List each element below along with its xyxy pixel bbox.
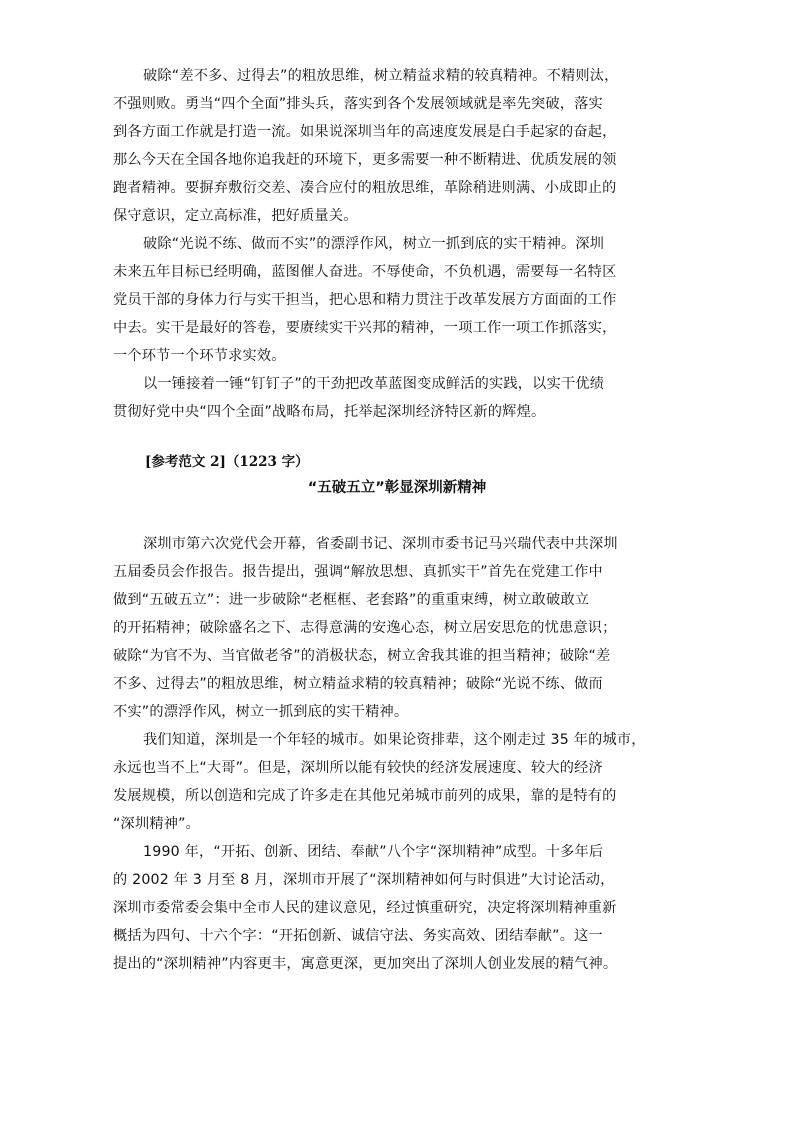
paragraph-line: 未来五年目标已经明确，蓝图催人奋进。不辱使命，不负机遇，需要每一名特区 xyxy=(113,264,617,280)
paragraph-line: 1990 年，“开拓、创新、团结、奉献”八个字“深圳精神”成型。十多年后 xyxy=(143,844,604,860)
paragraph-line: 破除“为官不为、当官做老爷”的消极状态，树立舍我其谁的担当精神；破除“差 xyxy=(113,648,611,664)
paragraph-line: 深圳市第六次党代会开幕，省委副书记、深圳市委书记马兴瑞代表中共深圳 xyxy=(143,536,618,552)
paragraph-line: 不多、过得去”的粗放思维，树立精益求精的较真精神；破除“光说不练、做而 xyxy=(113,676,603,692)
paragraph-line: 做到“五破五立”：进一步破除“老框框、老套路”的重重束缚，树立敢破敢立 xyxy=(113,592,590,608)
paragraph-line: “深圳精神”。 xyxy=(113,816,201,832)
paragraph-line: 破除“光说不练、做而不实”的漂浮作风，树立一抓到底的实干精神。深圳 xyxy=(143,236,605,252)
paragraph-line: 一个环节一个环节求实效。 xyxy=(113,348,286,364)
paragraph-line: 五届委员会作报告。报告提出，强调“解放思想、真抓实干”首先在党建工作中 xyxy=(113,564,603,580)
paragraph-line: 中去。实干是最好的答卷，要赓续实干兴邦的精神，一项工作一项工作抓落实， xyxy=(113,320,617,336)
paragraph-line: 不实”的漂浮作风，树立一抓到底的实干精神。 xyxy=(113,704,409,720)
paragraph-line: 保守意识，定立高标准，把好质量关。 xyxy=(113,208,358,224)
paragraph-line: 我们知道，深圳是一个年轻的城市。如果论资排辈，这个刚走过 35 年的城市， xyxy=(143,732,646,748)
paragraph-line: 跑者精神。要摒弃敷衍交差、凑合应付的粗放思维，革除稍进则满、小成即止的 xyxy=(113,180,617,196)
paragraph-line: 到各方面工作就是打造一流。如果说深圳当年的高速度发展是白手起家的奋起， xyxy=(113,124,617,140)
paragraph-line: 发展规模，所以创造和完成了许多走在其他兄弟城市前列的成果，靠的是特有的 xyxy=(113,788,617,804)
paragraph-line: 的开拓精神；破除盛名之下、志得意满的安逸心态，树立居安思危的忧患意识； xyxy=(113,620,617,636)
paragraph-line: 贯彻好党中央“四个全面”战略布局，托举起深圳经济特区新的辉煌。 xyxy=(113,404,546,420)
paragraph-line: 党员干部的身体力行与实干担当，把心思和精力贯注于改革发展方方面面的工作 xyxy=(113,292,617,308)
paragraph-line: 提出的“深圳精神”内容更丰，寓意更深，更加突出了深圳人创业发展的精气神。 xyxy=(113,956,618,972)
paragraph-line: 不强则败。勇当“四个全面”排头兵，落实到各个发展领域就是率先突破，落实 xyxy=(113,96,603,112)
paragraph-line: 深圳市委常委会集中全市人民的建议意见，经过慎重研究，决定将深圳精神重新 xyxy=(113,900,617,916)
paragraph-line: 的 2002 年 3 月至 8 月，深圳市开展了“深圳精神如何与时俱进”大讨论活动， xyxy=(113,872,615,888)
reference-label: [参考范文 2]（1223 字） xyxy=(145,454,309,470)
article-title: “五破五立”彰显深圳新精神 xyxy=(307,480,487,496)
paragraph-line: 概括为四句、十六个字：“开拓创新、诚信守法、务实高效、团结奉献”。这一 xyxy=(113,928,603,944)
section-1-body xyxy=(113,62,619,426)
paragraph-line: 永远也当不上“大哥”。但是，深圳所以能有较快的经济发展速度、较大的经济 xyxy=(113,760,603,776)
paragraph-line: 那么今天在全国各地你追我赶的环境下，更多需要一种不断精进、优质发展的领 xyxy=(113,152,617,168)
section-2-body xyxy=(113,530,646,978)
paragraph-line: 以一锤接着一锤“钉钉子”的干劲把改革蓝图变成鲜活的实践，以实干优绩 xyxy=(143,376,605,392)
paragraph-line: 破除“差不多、过得去”的粗放思维，树立精益求精的较真精神。不精则汰， xyxy=(143,68,619,84)
